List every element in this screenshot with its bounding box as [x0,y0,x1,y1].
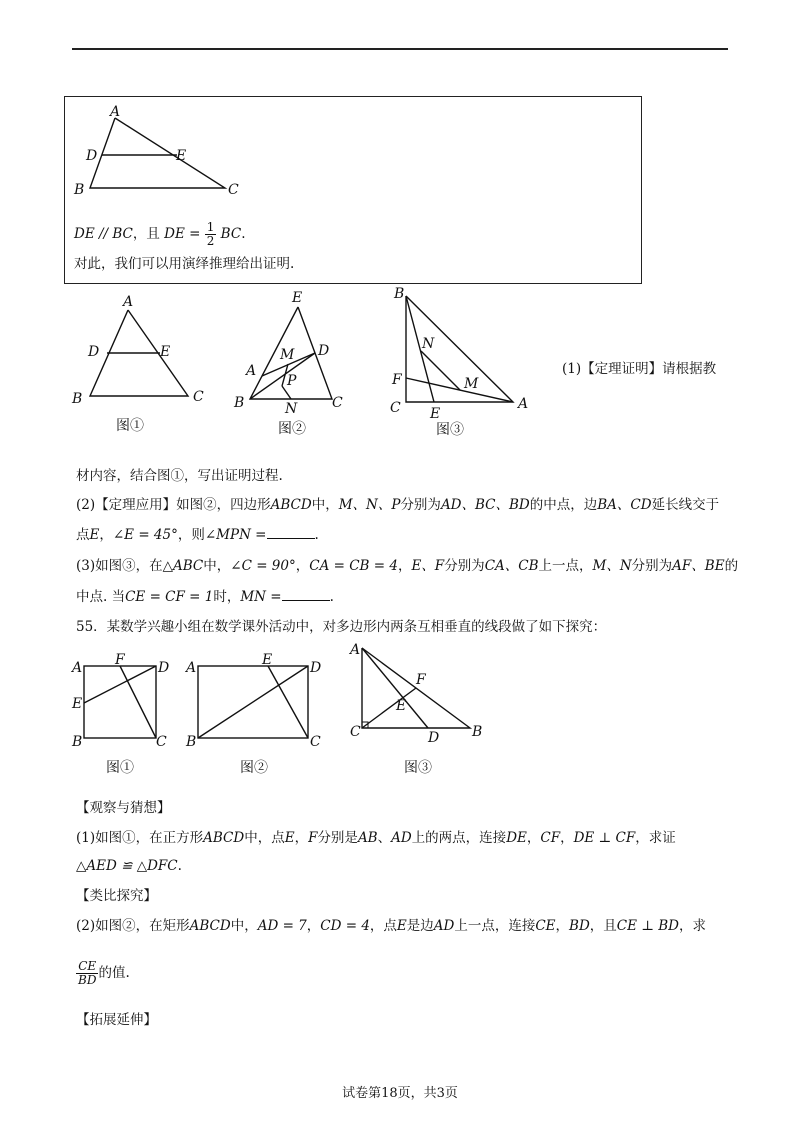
q2-line2: 点E，∠E = 45°，则∠MPN = . [76,524,319,545]
label-A: A [186,660,197,676]
o1-line1: (1)如图①，在正方形ABCD中，点E，F分别是AB、AD上的两点，连接DE，CF，DE ⊥ CF，求证 [76,830,676,846]
label-A: A [350,642,361,658]
figure-square-caption: 图① [106,760,134,776]
label-N: N [422,336,435,352]
figure-right-triangle-2-caption: 图③ [404,760,432,776]
label-A: A [72,660,83,676]
label-C: C [193,389,204,405]
excerpt-line2: 对此，我们可以用演绎推理给出证明. [74,256,295,272]
label-F: F [392,372,402,388]
label-C: C [310,734,321,750]
fraction-one-half: $\frac{1}{2}$ [206,220,215,248]
label-B: B [186,734,197,750]
label-A: A [246,363,257,379]
label-F: F [416,672,426,688]
label-B: B [74,182,85,198]
label-E: E [396,698,407,714]
label-A: A [518,396,529,412]
problem-55-intro: 55．某数学兴趣小组在数学课外活动中，对多边形内两条互相垂直的线段做了如下探究： [76,619,607,635]
section-observe: 【观察与猜想】 [76,800,171,816]
label-A: A [123,294,134,310]
label-D: D [318,343,330,359]
figure-1-triangle [70,290,220,440]
label-C: C [228,182,239,198]
q1-text-cont: 材内容，结合图①，写出证明过程. [76,468,283,484]
label-E: E [292,290,303,306]
figure-1-caption: 图① [116,418,144,434]
label-D: D [88,344,100,360]
figure-right-triangle-2 [346,638,496,778]
section-extend: 【拓展延伸】 [76,1012,157,1028]
answer-blank [267,524,315,539]
q3-line1: (3)如图③，在△ABC中，∠C = 90°，CA = CB = 4，E、F分别为CA、CB上一点，M、N分别为AF、BE的 [76,558,739,574]
label-N: N [285,401,298,417]
label-A: A [110,104,121,120]
figure-2-quadrilateral [232,285,362,450]
figure-rectangle [182,650,332,778]
label-B: B [72,734,83,750]
label-F: F [115,652,125,668]
label-C: C [156,734,167,750]
figure-3-right-triangle [388,282,538,442]
fraction-ce-bd: $\frac{CE}{BD}$ [78,959,97,987]
label-C: C [350,724,361,740]
o1-line2: △AED ≌ △DFC. [76,858,182,874]
excerpt-line1: DE // BC，且 DE = $\frac{1}{2}$ BC. [74,220,246,248]
label-C: C [390,400,401,416]
q2-line1: (2)【定理应用】如图②，四边形ABCD中，M、N、P分别为AD、BC、BD的中点，边BA、CD延长线交于 [76,497,720,513]
label-E: E [160,344,171,360]
label-E: E [430,406,441,422]
label-B: B [394,286,405,302]
page-footer: 试卷第18页，共3页 [342,1086,458,1101]
label-D: D [428,730,440,746]
label-E: E [72,696,83,712]
figure-3-caption: 图③ [436,422,464,438]
figure-square [68,650,178,778]
label-B: B [72,391,83,407]
label-B: B [234,395,245,411]
header-rule [72,48,728,50]
label-C: C [332,395,343,411]
a2-line2: $\frac{CE}{BD}$ 的值. [78,959,130,987]
a2-line1: (2)如图②，在矩形ABCD中，AD = 7，CD = 4，点E是边AD上一点，连接CE，BD，且CE ⊥ BD，求 [76,918,706,934]
label-E: E [262,652,273,668]
label-M: M [464,376,479,392]
figure-rectangle-caption: 图② [240,760,268,776]
label-B: B [472,724,483,740]
q3-line2: 中点. 当CE = CF = 1时，MN = . [76,586,334,607]
label-D: D [158,660,170,676]
excerpt-figure [70,100,270,200]
label-D: D [86,148,98,164]
label-M: M [280,347,295,363]
label-D: D [310,660,322,676]
q1-text: (1)【定理证明】请根据教 [562,361,717,377]
label-P: P [287,373,297,389]
figure-2-caption: 图② [278,421,306,437]
label-E: E [176,148,187,164]
answer-blank [282,586,330,601]
section-analogy: 【类比探究】 [76,888,157,904]
